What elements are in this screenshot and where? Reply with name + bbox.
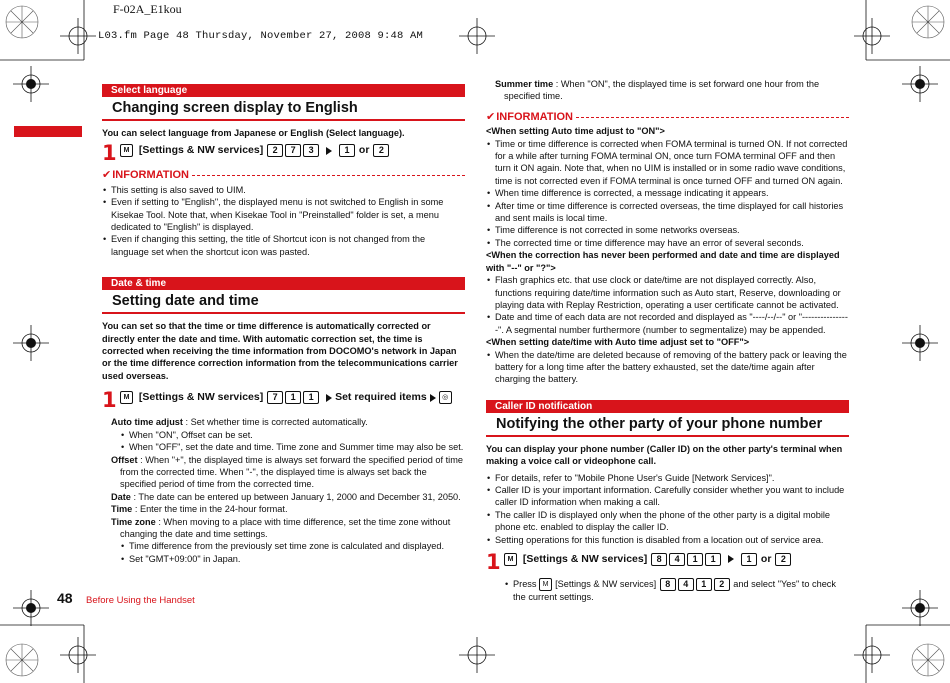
menu-key-icon: M bbox=[504, 553, 517, 566]
date-time-lead: You can set so that the time or time difference is automatically corrected or directly enter the date and time. With automatic correction set, the time is corrected when receiving the time information from DOCOMO's network in Japan or the time difference correction information from the telecommunications carrier used overseas. bbox=[102, 321, 458, 381]
auto-time-adjust-desc: Auto time adjust : Set whether time is corrected automatically. bbox=[111, 417, 368, 428]
key-2-alt: 2 bbox=[373, 144, 389, 157]
arrow-icon bbox=[728, 555, 734, 563]
step-number: 1 bbox=[102, 141, 117, 166]
info-heading: ✔ INFORMATION bbox=[102, 169, 465, 181]
key-1: 1 bbox=[705, 553, 721, 566]
list-item: • The corrected time or time difference may have an error of several seconds. bbox=[486, 237, 849, 249]
list-item: • After time or time difference is corrected overseas, the time displayed for call histories and sent mails is local time. bbox=[486, 200, 849, 225]
key-3: 3 bbox=[303, 144, 319, 157]
caller-id-step: 1 M [Settings & NW services] 8 4 1 1 1 or 2 bbox=[486, 552, 849, 572]
section-tag-caller-id: Caller ID notification bbox=[486, 400, 849, 413]
menu-key-icon: M bbox=[539, 578, 552, 591]
select-language-lead: You can select language from Japanese or English (Select language). bbox=[102, 128, 405, 138]
info-subheading: <When the correction has never been performed and date and time are displayed with "--" or "?"> bbox=[486, 250, 840, 273]
date-time-step: 1 M [Settings & NW services] 7 1 1 Set required items ◎ bbox=[102, 390, 465, 410]
list-item: • For details, refer to "Mobile Phone User's Guide [Network Services]". bbox=[486, 472, 849, 484]
list-item: • When the date/time are deleted because of removing of the battery pack or leaving the battery for a long time after the battery exhausted, set the date/time again after charging the battery. bbox=[486, 349, 849, 386]
info-heading: ✔ INFORMATION bbox=[486, 111, 849, 123]
list-item: • Set "GMT+09:00" in Japan. bbox=[120, 553, 465, 565]
caller-id-lead: You can display your phone number (Caller ID) on the other party's terminal when making a voice call or videophone call. bbox=[486, 443, 843, 467]
select-language-step: 1 M [Settings & NW services] 2 7 3 1 or 2 bbox=[102, 143, 465, 163]
key-1: 1 bbox=[687, 553, 703, 566]
list-item: • Date and time of each data are not recorded and displayed as "----/--/--" or "----------------". A segmental number furthermore (number to segmentalize) may be appended. bbox=[486, 311, 849, 336]
time-desc: Time : Enter the time in the 24-hour format. bbox=[111, 504, 288, 515]
menu-key-icon: M bbox=[120, 144, 133, 157]
info-subheading: <When setting Auto time adjust to "ON"> bbox=[486, 126, 665, 137]
camera-key-icon: ◎ bbox=[439, 391, 452, 404]
right-column bbox=[486, 78, 849, 603]
arrow-icon bbox=[326, 147, 332, 155]
menu-key-icon: M bbox=[120, 391, 133, 404]
key-2: 2 bbox=[775, 553, 791, 566]
key-4: 4 bbox=[669, 553, 685, 566]
footer-section-label: Before Using the Handset bbox=[86, 595, 195, 606]
section-title-select-language: Changing screen display to English bbox=[102, 97, 465, 121]
key-7: 7 bbox=[285, 144, 301, 157]
key-1: 1 bbox=[339, 144, 355, 157]
step-number: 1 bbox=[102, 388, 117, 413]
info-subheading: <When setting date/time with Auto time adjust set to "OFF"> bbox=[486, 337, 750, 348]
list-item: • Time difference from the previously set time zone is calculated and displayed. bbox=[120, 540, 465, 552]
chapter-tab bbox=[14, 126, 82, 137]
section-tag-select-language: Select language bbox=[102, 84, 465, 97]
list-item: • When "OFF", set the date and time. Time zone and Summer time may also be set. bbox=[120, 441, 465, 453]
step-number: 1 bbox=[486, 550, 501, 574]
list-item: • Time difference is not corrected in some networks overseas. bbox=[486, 224, 849, 236]
page-number: 48 bbox=[57, 590, 73, 606]
key-1: 1 bbox=[303, 391, 319, 404]
summer-time-desc: Summer time : When "ON", the displayed time is set forward one hour from the specified time. bbox=[495, 79, 820, 102]
list-item: • When time difference is corrected, a message indicating it appears. bbox=[486, 187, 849, 199]
key-2: 2 bbox=[267, 144, 283, 157]
section-title-date-time: Setting date and time bbox=[102, 290, 465, 314]
file-meta-line: L03.fm Page 48 Thursday, November 27, 2008 9:48 AM bbox=[98, 30, 424, 42]
key-7: 7 bbox=[267, 391, 283, 404]
checkmark-icon: ✔ bbox=[486, 110, 496, 123]
arrow-icon bbox=[326, 394, 332, 402]
key-8: 8 bbox=[651, 553, 667, 566]
crosshair-top-left bbox=[60, 18, 96, 54]
list-item: • Time or time difference is corrected when FOMA terminal is turned ON. If not corrected for a while after turning FOMA terminal ON, once turn FOMA terminal OFF and then turn it ON again. Note that, when no UIM is installed or in some radio wave conditions, time is not corrected even if FOMA terminal is once turned OFF and turned ON again. bbox=[486, 138, 849, 188]
list-item: • Flash graphics etc. that use clock or date/time are not displayed correctly. Also, functions requiring date/time information such as Auto start, Reserve, downloading or playing data with Replay Restriction, operating a user certificate cannot be activated. bbox=[486, 274, 849, 311]
key-1: 1 bbox=[741, 553, 757, 566]
checkmark-icon: ✔ bbox=[102, 169, 112, 182]
date-desc: Date : The date can be entered up between January 1, 2000 and December 31, 2050. bbox=[111, 491, 461, 502]
offset-desc: Offset : When "+", the displayed time is always set forward the specified period of time from the corrected time. When "-", the displayed time is always set back the specified period of time from the corrected time. bbox=[111, 454, 463, 490]
list-item: • Even if setting to "English", the displayed menu is not switched to English in some Kisekae Tool. Note that, when Kisekae Tool in "Preinstalled" folder is set, a menu dedicated to "English" is displayed. bbox=[102, 196, 465, 233]
list-item: • The caller ID is displayed only when the phone of the other party is a digital mobile phone etc. enabled to display the caller ID. bbox=[486, 509, 849, 534]
section-tag-date-time: Date & time bbox=[102, 277, 465, 290]
time-zone-desc: Time zone : When moving to a place with time difference, set the time zone without changing the date and time settings. bbox=[111, 516, 451, 539]
left-column bbox=[102, 84, 465, 565]
list-item: • When "ON", Offset can be set. bbox=[120, 429, 465, 441]
list-item: • Press M [Settings & NW services] 8 4 1 2 and select "Yes" to check the current settings. bbox=[504, 578, 849, 603]
section-title-caller-id: Notifying the other party of your phone number bbox=[486, 413, 849, 437]
file-label: F-02A_E1kou bbox=[113, 2, 182, 16]
list-item: • Setting operations for this function is disabled from a location out of service area. bbox=[486, 534, 849, 546]
arrow-icon bbox=[430, 394, 436, 402]
list-item: • This setting is also saved to UIM. bbox=[102, 184, 465, 196]
list-item: • Even if changing this setting, the title of Shortcut icon is not changed from the language set when the shortcut icon was pasted. bbox=[102, 233, 465, 258]
key-1: 1 bbox=[285, 391, 301, 404]
list-item: • Caller ID is your important information. Carefully consider whether you want to include caller ID information when making a call. bbox=[486, 484, 849, 509]
